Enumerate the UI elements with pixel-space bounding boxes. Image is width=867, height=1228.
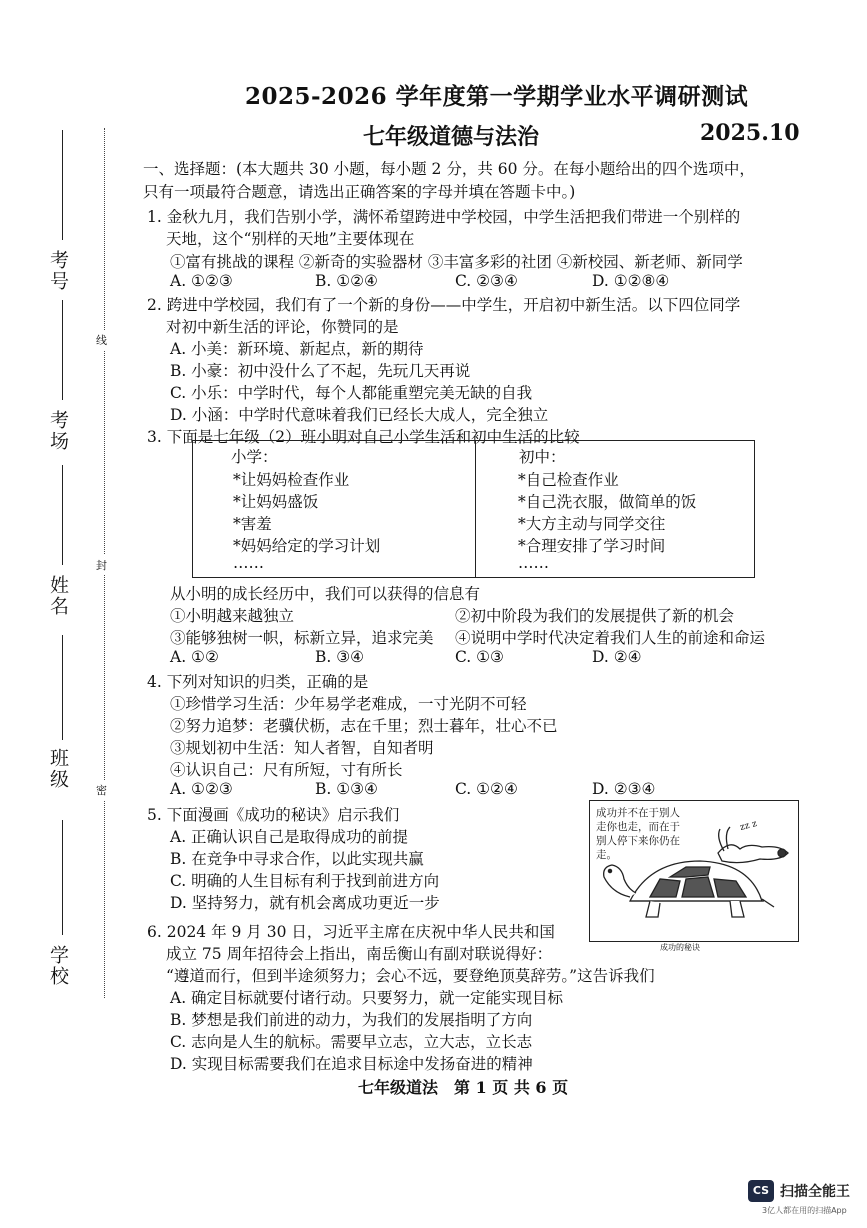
q1-option-b: B. ①②④: [315, 272, 378, 290]
q3-stem: 3. 下面是七年级（2）班小明对自己小学生活和初中生活的比较: [147, 428, 580, 446]
q3-middle-item: *大方主动与同学交往: [518, 515, 666, 533]
q3-option-c: C. ①③: [455, 648, 504, 666]
q3-after-text: 从小明的成长经历中，我们可以获得的信息有: [170, 585, 481, 603]
q6-option-d: D. 实现目标需要我们在追求目标途中发扬奋进的精神: [170, 1055, 533, 1073]
seal-mark-feng: 封: [96, 555, 107, 575]
q6-option-c: C. 志向是人生的航标。需要早立志，立大志，立长志: [170, 1033, 533, 1051]
q6-stem-line3: “遵道而行，但到半途须努力；会心不远，要登绝顶莫辞劳。”这告诉我们: [166, 967, 655, 985]
binding-class-label: 班级: [47, 748, 69, 790]
cartoon-caption: 成功的秘诀: [660, 943, 700, 952]
q6-stem-line2: 成立 75 周年招待会上指出，南岳衡山有副对联说得好：: [166, 945, 553, 963]
cartoon-text-line: 别人停下来你仍在: [596, 835, 680, 847]
seal-mark-mi: 密: [96, 780, 107, 800]
q4-item-1: ①珍惜学习生活：少年易学老难成，一寸光阴不可轻: [170, 695, 527, 713]
q3-item-1: ①小明越来越独立: [170, 607, 295, 625]
exam-date: 2025.10: [700, 120, 800, 146]
cartoon-text-line: 走你也走，而在于: [596, 821, 680, 833]
q3-middle-item: *自己洗衣服，做简单的饭: [518, 493, 697, 511]
cartoon-text-line: 成功并不在于别人: [596, 807, 680, 819]
q2-option-c: C. 小乐：中学时代，每个人都能重塑完美无缺的自我: [170, 384, 533, 402]
q3-table-divider: [475, 441, 476, 577]
q4-item-3: ③规划初中生活：知人者智，自知者明: [170, 739, 434, 757]
q5-stem: 5. 下面漫画《成功的秘诀》启示我们: [147, 806, 400, 824]
exam-subtitle: 七年级道德与法治: [363, 124, 540, 150]
q2-option-a: A. 小美：新环境、新起点，新的期待: [170, 340, 424, 358]
q3-option-a: A. ①②: [170, 648, 219, 666]
q5-option-d: D. 坚持努力，就有机会离成功更近一步: [170, 894, 440, 912]
cartoon-sleep-zz: zz z: [738, 818, 759, 834]
binding-name-label: 姓名: [47, 575, 69, 617]
binding-exam-room-line: [62, 300, 63, 400]
q4-option-a: A. ①②③: [170, 780, 233, 798]
success-secret-cartoon: [589, 800, 799, 942]
q2-option-b: B. 小豪：初中没什么了不起，先玩几天再说: [170, 362, 471, 380]
binding-class-line: [62, 635, 63, 740]
q2-stem-line1: 2. 跨进中学校园，我们有了一个新的身份——中学生，开启初中新生活。以下四位同学: [147, 296, 741, 314]
q3-middle-item: ……: [518, 554, 549, 572]
q2-stem-line2: 对初中新生活的评论，你赞同的是: [166, 318, 399, 336]
section-instruction-line1: 一、选择题：(本大题共 30 小题，每小题 2 分，共 60 分。在每小题给出的四个选项中，: [143, 160, 755, 178]
camscanner-name: 扫描全能王: [780, 1184, 850, 1200]
binding-exam-no-label: 考号: [47, 250, 69, 292]
q5-option-a: A. 正确认识自己是取得成功的前提: [170, 828, 409, 846]
q3-middle-item: *自己检查作业: [518, 471, 619, 489]
q4-item-4: ④认识自己：尺有所短，寸有所长: [170, 761, 403, 779]
q3-middle-heading: 初中：: [519, 448, 566, 466]
q3-item-2: ②初中阶段为我们的发展提供了新的机会: [455, 607, 735, 625]
exam-title: 2025-2026 学年度第一学期学业水平调研测试: [245, 83, 749, 110]
q2-option-d: D. 小涵：中学时代意味着我们已经长大成人，完全独立: [170, 406, 549, 424]
seal-mark-xian: 线: [96, 330, 107, 350]
q1-option-c: C. ②③④: [455, 272, 518, 290]
q3-primary-item: *让妈妈盛饭: [233, 493, 319, 511]
q3-comparison-table: [192, 440, 755, 578]
q5-option-c: C. 明确的人生目标有利于找到前进方向: [170, 872, 440, 890]
q1-stem-line1: 1. 金秋九月，我们告别小学，满怀希望跨进中学校园，中学生活把我们带进一个别样的: [147, 208, 741, 226]
q3-option-d: D. ②④: [592, 648, 642, 666]
q4-item-2: ②努力追梦：老骥伏枥，志在千里；烈士暮年，壮心不已: [170, 717, 558, 735]
q1-option-d: D. ①②⑧④: [592, 272, 670, 290]
binding-school-label: 学校: [47, 945, 69, 987]
q3-primary-item: *妈妈给定的学习计划: [233, 537, 381, 555]
q1-stem-line2: 天地，这个“别样的天地”主要体现在: [166, 230, 415, 248]
q4-option-c: C. ①②④: [455, 780, 518, 798]
binding-name-line: [62, 465, 63, 565]
walking-tortoise-icon: [604, 861, 774, 917]
q4-option-b: B. ①③④: [315, 780, 378, 798]
q6-option-a: A. 确定目标就要付诸行动。只要努力，就一定能实现目标: [170, 989, 564, 1007]
q5-option-b: B. 在竞争中寻求合作，以此实现共赢: [170, 850, 424, 868]
page-footer: 七年级道法 第 1 页 共 6 页: [358, 1078, 569, 1097]
camscanner-tagline: 3亿人都在用的扫描App: [762, 1206, 847, 1215]
q3-item-3: ③能够独树一帜，标新立异，追求完美: [170, 629, 434, 647]
binding-exam-room-label: 考场: [47, 410, 69, 452]
cartoon-text-line: 走。: [596, 849, 617, 861]
q4-stem: 4. 下列对知识的归类，正确的是: [147, 673, 369, 691]
q6-stem-line1: 6. 2024 年 9 月 30 日，习近平主席在庆祝中华人民共和国: [147, 923, 555, 941]
sleeping-hare-icon: [718, 827, 788, 863]
q3-primary-item: *害羞: [233, 515, 272, 533]
q3-item-4: ④说明中学时代决定着我们人生的前途和命运: [455, 629, 766, 647]
tortoise-and-hare-drawing: [590, 801, 798, 941]
binding-exam-no-line: [62, 130, 63, 240]
q3-middle-item: *合理安排了学习时间: [518, 537, 666, 555]
binding-school-line: [62, 820, 63, 935]
q3-primary-item: ……: [233, 554, 264, 572]
q1-option-a: A. ①②③: [170, 272, 233, 290]
q6-option-b: B. 梦想是我们前进的动力，为我们的发展指明了方向: [170, 1011, 533, 1029]
q4-option-d: D. ②③④: [592, 780, 656, 798]
q3-primary-heading: 小学：: [231, 448, 278, 466]
q1-items: ①富有挑战的课程 ②新奇的实验器材 ③丰富多彩的社团 ④新校园、新老师、新同学: [170, 253, 743, 271]
q3-option-b: B. ③④: [315, 648, 365, 666]
section-instruction-line2: 只有一项最符合题意，请选出正确答案的字母并填在答题卡中。): [143, 183, 576, 201]
camscanner-logo-icon: CS: [748, 1180, 774, 1202]
q3-primary-item: *让妈妈检查作业: [233, 471, 350, 489]
